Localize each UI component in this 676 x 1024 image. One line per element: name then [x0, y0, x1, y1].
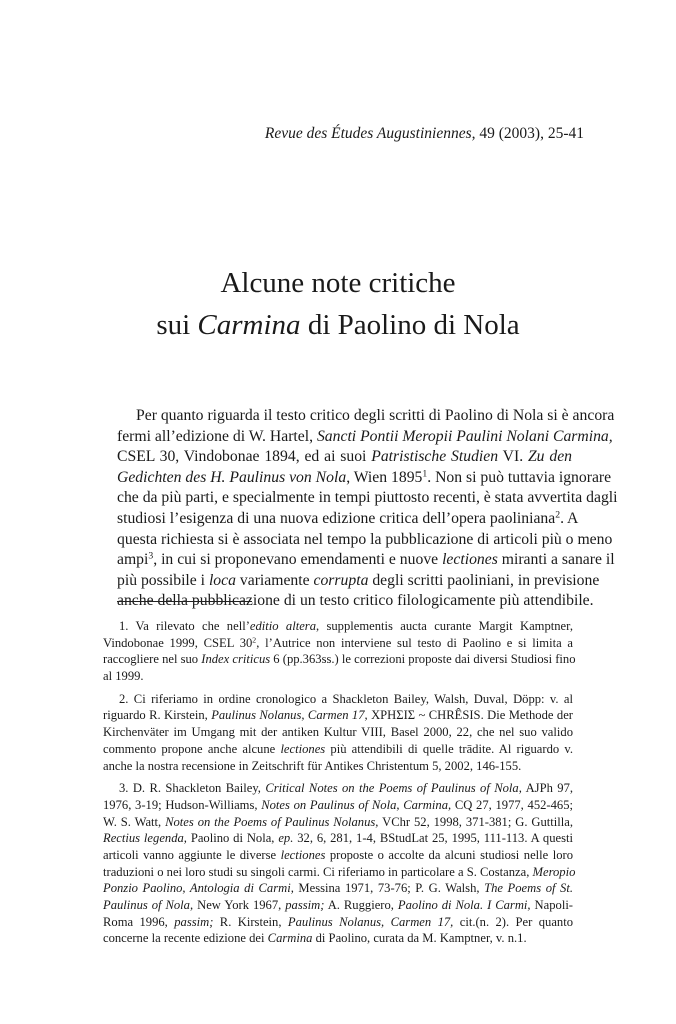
journal-volume: 49 (2003), 25-41: [475, 125, 584, 142]
italic-run: lectiones: [442, 551, 498, 569]
note-line: [103, 741, 573, 758]
body-line: che da più parti, e specialmente in tempi piuttosto recenti, è stata avvertita dagli: [117, 489, 618, 507]
text-run: Roma 1996,: [103, 914, 175, 929]
italic-run: Paolino di Nola. I Carmi,: [397, 898, 531, 912]
body-line: [117, 509, 579, 530]
text-run: 3. D. R. Shackleton Bailey,: [119, 781, 266, 796]
italic-run: Rectius legenda,: [103, 831, 187, 846]
body-paragraph: [117, 406, 618, 612]
body-line: [117, 571, 600, 592]
text-run: Messina 1971, 73-76; P. G. Walsh,: [293, 881, 485, 896]
text-run: cit.(n. 2). Per quanto: [453, 914, 574, 929]
note-line: [103, 780, 573, 797]
text-run: . A: [560, 509, 579, 527]
text-run: Paolino di Nola,: [186, 831, 279, 846]
note-line: Kirchenväter im Umgang mit der antiken Kultur VIII, Basel 2000, 22, che nel suo valido: [103, 725, 573, 740]
text-run: Napoli-: [530, 898, 574, 912]
note-line: [103, 814, 573, 831]
italic-run: Patristische Studien: [371, 448, 499, 466]
italic-run: loca: [208, 571, 236, 589]
text-run: commento propone anche alcune: [103, 741, 281, 756]
text-run: studiosi l’esigenza di una nuova edizione critica dell’opera paoliniana: [117, 509, 556, 527]
text-run: ΧΡΗΣΙΣ ~ CHRÊSIS. Die Methode der: [367, 708, 573, 723]
body-line: questa richiesta si è associata nel tempo la pubblicazione di articoli più o meno: [117, 530, 613, 548]
italic-run: Paulinus Nolanus, Carmen 17,: [211, 708, 368, 723]
body-line: anche della pubblicazione di un testo critico filologicamente più attendibile.: [117, 592, 594, 610]
text-run: VChr 52, 1998, 371-381; G. Guttilla,: [378, 814, 573, 829]
note-line: [103, 847, 573, 864]
footnote-ref-1[interactable]: 1: [422, 468, 428, 480]
footnote-2: [103, 691, 573, 774]
italic-run: corrupta: [313, 571, 369, 589]
title-line-1: Alcune note critiche: [220, 267, 456, 299]
text-run: , in cui si proponevano emendamenti e nuove: [153, 551, 443, 569]
italic-run: Index criticus: [201, 652, 271, 667]
italic-run: lectiones: [280, 741, 326, 756]
text-run: , Wien 1895: [346, 468, 423, 486]
italic-run: editio altera: [249, 619, 316, 633]
footnote-separator: [117, 601, 252, 602]
footnote-ref-2[interactable]: 2: [555, 509, 561, 521]
body-line: [117, 468, 612, 489]
text-run: più attendibili di quelle trādite. Al riguardo v.: [325, 741, 573, 756]
italic-run: Paulinus of Nola,: [103, 898, 194, 912]
text-run: New York 1967,: [193, 898, 286, 912]
text-run: più possibile i: [117, 571, 209, 589]
superscript: 2: [252, 635, 257, 645]
note-line: [103, 864, 576, 881]
text-run: , supplementis aucta curante Margit Kamptner,: [316, 619, 573, 633]
italic-run: Ponzio Paolino, Antologia di Carmi,: [103, 881, 294, 896]
title-text: sui: [156, 309, 198, 341]
note-line: [103, 897, 573, 914]
note-line: [103, 880, 573, 897]
italic-run: Notes on Paulinus of Nola, Carmina,: [261, 797, 452, 812]
note-line: [103, 797, 573, 814]
note-line: al 1999.: [103, 669, 144, 684]
title-italic: Carmina: [197, 309, 301, 341]
body-line: Per quanto riguarda il testo critico degli scritti di Paolino di Nola si è ancora: [136, 407, 615, 424]
note-line: [103, 914, 573, 931]
title-line-2: [0, 304, 676, 346]
italic-run: Critical Notes on the Poems of Paulinus of Nola,: [265, 781, 522, 796]
italic-run: passim;: [174, 914, 214, 929]
text-run: 6 (pp.363ss.) le correzioni proposte dai diversi Studiosi fino: [270, 652, 576, 667]
body-line: [117, 550, 615, 571]
footnotes: [103, 618, 576, 953]
text-run: di Paolino, curata da M. Kamptner, v. n.1.: [312, 931, 527, 946]
italic-run: passim;: [285, 898, 325, 912]
note-line: [103, 707, 573, 724]
italic-run: Carmina: [267, 931, 313, 946]
note-line: [103, 635, 573, 652]
note-line: anche la nostra recensione in Zeitschrift für Antikes Christentum 5, 2002, 146-155.: [103, 758, 522, 773]
text-run: degli scritti paoliniani, in previsione: [368, 571, 600, 589]
italic-run: The Poems of St.: [484, 881, 573, 896]
text-run: 1. Va rilevato che nell’: [119, 619, 250, 633]
running-header: [265, 125, 584, 143]
text-run: CSEL 30, Vindobonae 1894, ed ai suoi: [117, 448, 372, 466]
note-line: [103, 930, 573, 947]
text-run: A. Ruggiero,: [324, 898, 398, 912]
text-run: AJPh 97,: [521, 781, 574, 796]
italic-run: Gedichten des H. Paulinus von Nola: [117, 468, 347, 486]
italic-run: lectiones: [280, 847, 326, 862]
text-run: variamente: [235, 571, 314, 589]
text-run: articoli vanno aggiunte le diverse: [103, 847, 281, 862]
text-run: CQ 27, 1977, 452-465;: [451, 797, 573, 812]
note-line: [103, 830, 573, 847]
text-run: riguardo R. Kirstein,: [103, 708, 212, 723]
italic-run: Meropio: [532, 864, 576, 879]
italic-run: Notes on the Poems of Paulinus Nolanus,: [165, 814, 379, 829]
note-line: 2. Ci riferiamo in ordine cronologico a Shackleton Bailey, Walsh, Duval, Döpp: v. al: [119, 691, 573, 706]
text-run: ampi: [117, 551, 149, 569]
footnote-3: [103, 780, 576, 947]
text-run: raccogliere nel suo: [103, 652, 202, 667]
body-line: [117, 427, 613, 448]
text-run: proposte o accolte da alcuni studiosi nelle loro: [325, 847, 573, 862]
title-text: di Paolino di Nola: [300, 309, 520, 341]
italic-run: Sancti Pontii Meropii Paulini Nolani Carmina,: [316, 427, 613, 445]
article-title: [0, 262, 676, 346]
italic-run: Zu den: [527, 448, 573, 466]
note-line: [103, 651, 576, 668]
text-run: . Non si può tuttavia ignorare: [427, 468, 612, 486]
text-run: , l’Autrice non interviene sul testo di Paolino e si limita a: [256, 635, 573, 650]
body-line: [117, 447, 572, 468]
text-run: W. S. Watt,: [103, 814, 166, 829]
text-run: traduzioni o nei loro studi su singoli carmi. Ci riferiamo in particolare a S. Costanza,: [103, 864, 533, 879]
journal-name: Revue des Études Augustiniennes,: [264, 125, 476, 142]
note-line: [103, 618, 573, 635]
text-run: miranti a sanare il: [497, 551, 615, 569]
text-run: R. Kirstein,: [213, 914, 288, 929]
italic-run: ep.: [278, 831, 294, 846]
footnote-ref-3[interactable]: 3: [148, 550, 154, 562]
text-run: 32, 6, 281, 1-4, BStudLat 25, 1995, 111-113. A questi: [293, 831, 573, 846]
text-run: 1976, 3-19; Hudson-Williams,: [103, 797, 262, 812]
italic-run: Paulinus Nolanus, Carmen 17,: [287, 914, 454, 929]
text-run: VI.: [498, 448, 528, 466]
text-run: fermi all’edizione di W. Hartel,: [117, 427, 317, 445]
footnote-1: [103, 618, 576, 685]
text-run: Vindobonae 1999, CSEL 30: [103, 635, 253, 650]
text-run: concerne la recente edizione dei: [103, 931, 268, 946]
